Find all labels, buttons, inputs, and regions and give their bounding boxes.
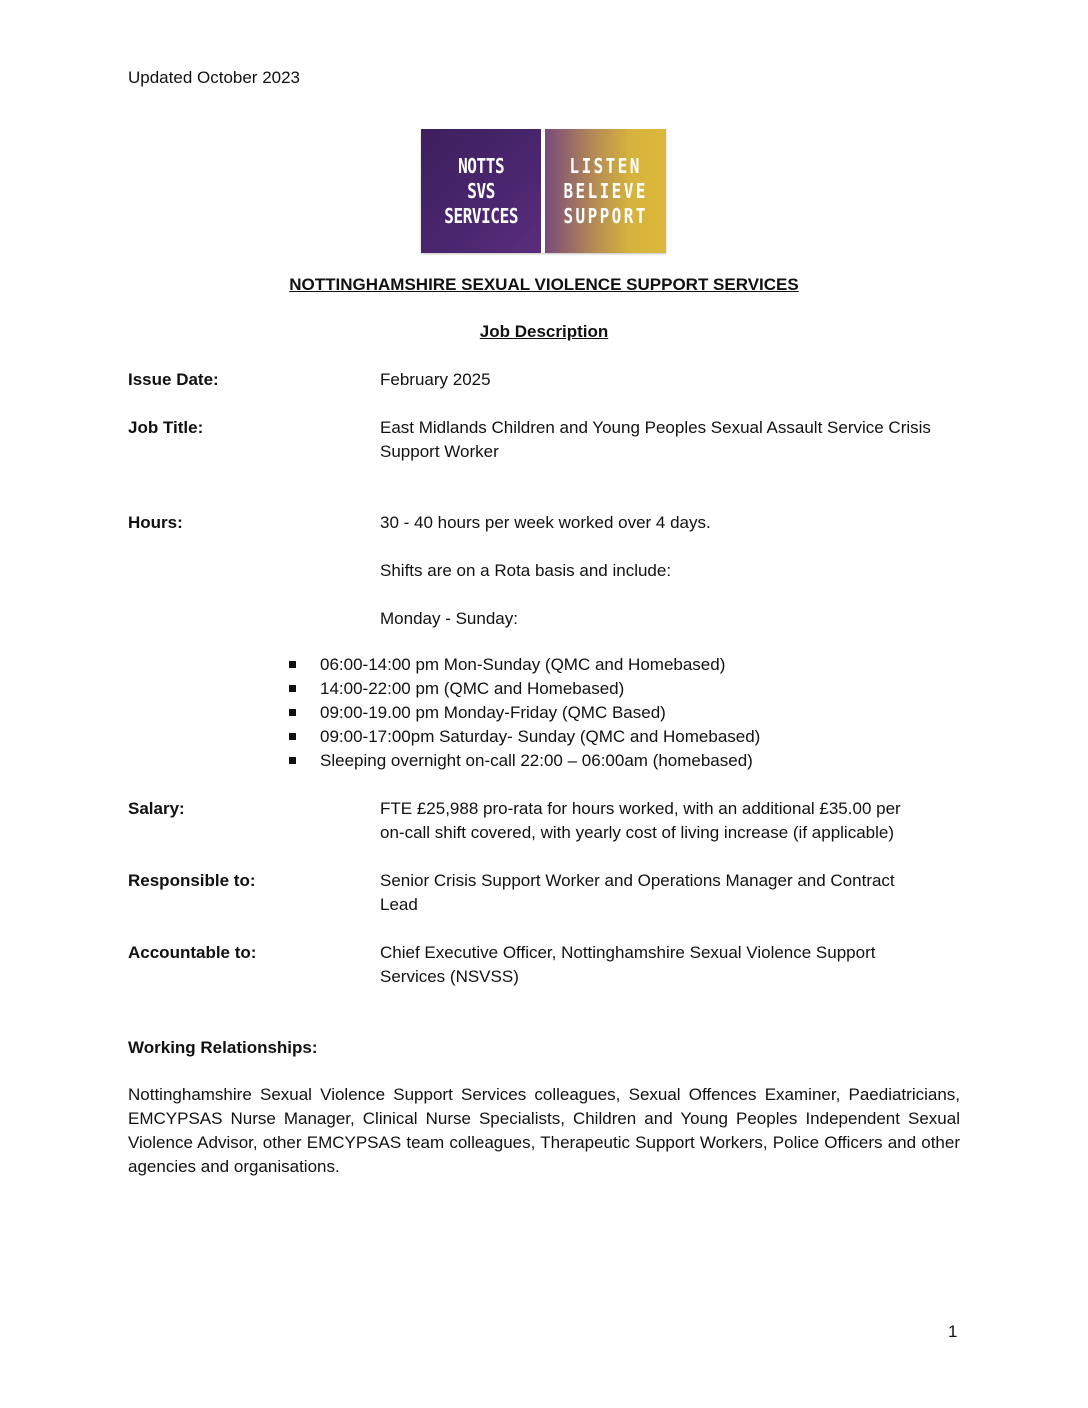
salary-value-line1: FTE £25,988 pro-rata for hours worked, with an additional £35.00 per <box>380 799 901 818</box>
org-logo <box>421 129 666 253</box>
bullet-square-icon <box>289 757 296 764</box>
shift-list <box>288 653 760 773</box>
hours-label: Hours: <box>128 513 183 532</box>
shift-list-item <box>288 653 760 677</box>
logo-left-text: NOTTS SVS SERVICES <box>444 153 518 228</box>
logo-left-panel <box>421 129 541 253</box>
document-title: Job Description <box>479 322 609 341</box>
logo-right-panel <box>545 129 666 253</box>
salary-label: Salary: <box>128 799 185 818</box>
hours-value: 30 - 40 hours per week worked over 4 days. <box>380 513 711 532</box>
logo-right-text: LISTEN BELIEVE SUPPORT <box>563 153 648 228</box>
job-title-value-line2: Support Worker <box>380 442 499 461</box>
shift-text: Sleeping overnight on-call 22:00 – 06:00am (homebased) <box>320 751 753 770</box>
accountable-to-label: Accountable to: <box>128 943 257 962</box>
bullet-square-icon <box>289 709 296 716</box>
shift-list-item <box>288 749 760 773</box>
shift-text: 09:00-17:00pm Saturday- Sunday (QMC and Homebased) <box>320 727 761 746</box>
issue-date-label: Issue Date: <box>128 370 219 389</box>
responsible-to-value-line2: Lead <box>380 895 418 914</box>
shift-list-item <box>288 725 760 749</box>
page-number: 1 <box>948 1322 958 1341</box>
shift-text: 06:00-14:00 pm Mon-Sunday (QMC and Homebased) <box>320 655 726 674</box>
shift-text: 09:00-19.00 pm Monday-Friday (QMC Based) <box>320 703 666 722</box>
shift-list-item <box>288 677 760 701</box>
shift-days: Monday - Sunday: <box>380 609 518 628</box>
shift-text: 14:00-22:00 pm (QMC and Homebased) <box>320 679 625 698</box>
working-relationships-text: Nottinghamshire Sexual Violence Support Services colleagues, Sexual Offences Examiner, Paediatricians, EMCYPSAS Nurse Manager, Clinical Nurse Specialists, Children and Young Peoples Independent Sexual Violence Advisor, other EMCYPSAS team colleagues, Therapeutic Support Workers, Police Officers and other agencies and organisations. <box>128 1085 960 1176</box>
accountable-to-value-line2: Services (NSVSS) <box>380 967 519 986</box>
job-title-label: Job Title: <box>128 418 204 437</box>
accountable-to-value-line1: Chief Executive Officer, Nottinghamshire Sexual Violence Support <box>380 943 876 962</box>
salary-value-line2: on-call shift covered, with yearly cost of living increase (if applicable) <box>380 823 895 842</box>
responsible-to-label: Responsible to: <box>128 871 256 890</box>
working-relationships-heading: Working Relationships: <box>128 1038 318 1057</box>
issue-date-value: February 2025 <box>380 370 491 389</box>
shift-list-item <box>288 701 760 725</box>
job-title-value-line1: East Midlands Children and Young Peoples Sexual Assault Service Crisis <box>380 418 931 437</box>
responsible-to-value-line1: Senior Crisis Support Worker and Operations Manager and Contract <box>380 871 895 890</box>
bullet-square-icon <box>289 661 296 668</box>
organisation-title: NOTTINGHAMSHIRE SEXUAL VIOLENCE SUPPORT SERVICES <box>289 275 799 294</box>
updated-date: Updated October 2023 <box>128 68 301 87</box>
shifts-intro: Shifts are on a Rota basis and include: <box>380 561 672 580</box>
bullet-square-icon <box>289 685 296 692</box>
bullet-square-icon <box>289 733 296 740</box>
